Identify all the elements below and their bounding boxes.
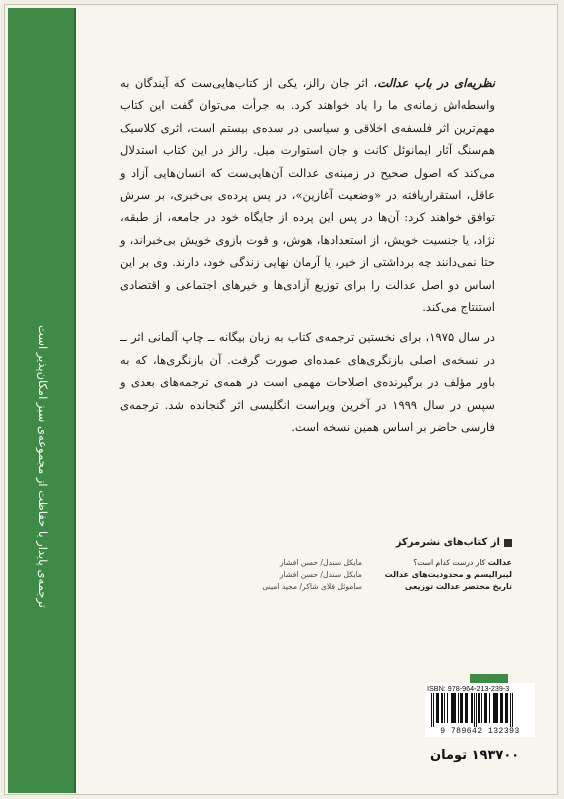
barcode-bar — [497, 693, 498, 723]
barcode-bar — [462, 693, 463, 723]
barcode-bar — [438, 693, 439, 723]
barcode-bar — [467, 693, 468, 723]
barcode-icon — [427, 693, 533, 727]
book-title: عدالت — [487, 557, 512, 567]
barcode-bar — [495, 693, 497, 723]
barcode-bar — [451, 693, 453, 723]
barcode-bar — [512, 693, 513, 727]
related-books-heading-text: از کتاب‌های نشرمرکز — [395, 537, 500, 548]
barcode-bar — [505, 693, 507, 723]
barcode-bar — [478, 693, 480, 723]
spine-notice: ترجمه‌ی پایدار با حفاظت از مجموعه‌ی سبز امکان‌پذیر است — [36, 325, 50, 608]
list-item — [152, 580, 512, 592]
barcode-bar — [444, 693, 445, 723]
book-subtitle: کار درست کدام است؟ — [413, 557, 488, 567]
barcode-bar — [493, 693, 495, 723]
barcode-bar — [489, 693, 490, 723]
barcode-number: 9 789642 132393 — [440, 727, 520, 736]
blurb-paragraph-2: در سال ۱۹۷۵، برای نخستین ترجمه‌ی کتاب به زبان بیگانه ــ چاپ آلمانی اثر ــ در نسخه‌ی اصلی بازنگری‌های عمده‌ای صورت گرفت. آن بازنگری‌ها، که به باور مؤلف در برگیرنده‌ی اصلاحات مهمی است در همه‌ی ترجمه‌های بعدی و سپس در سال ۱۹۹۹ در آخرین ویراست انگلیسی اثر گنجانده شد. ترجمه‌ی فارسی حاضر بر اساس همین نسخه است. — [120, 330, 495, 435]
related-books-list — [152, 556, 512, 592]
barcode-bar — [481, 693, 482, 723]
related-books-heading — [396, 537, 512, 548]
blurb-paragraph-1 — [120, 72, 495, 318]
barcode-bar — [471, 693, 473, 723]
price: ۱۹۳۷۰۰ تومان — [430, 748, 520, 763]
barcode-bar — [455, 693, 456, 723]
barcode-bar — [507, 693, 508, 723]
barcode-block — [425, 683, 535, 737]
book-title: تاریخ مختصر عدالت توزیعی — [404, 581, 512, 591]
barcode-bar — [453, 693, 455, 723]
green-spine-band — [8, 8, 74, 793]
barcode-bar — [460, 693, 462, 723]
barcode-bar — [433, 693, 434, 727]
barcode-bar — [458, 693, 459, 723]
barcode-bar — [447, 693, 448, 723]
blurb-paragraph-1-text: ، اثر جان رالز، یکی از کتاب‌هایی‌ست که آیندگان به واسطه‌اش زمانه‌ی ما را یاد خواهند کرد. به جرأت می‌توان گفت این کتاب مهم‌ترین اثر فلسفه‌ی اخلاقی و سیاسی در سده‌ی بیستم است، اثری کلاسیک هم‌سنگ آثار ایمانوئل کانت و جان استوارت میل. رالز در این کتاب استدلال می‌کند که اصول صحیح در زمینه‌ی عدالت آن‌هایی‌ست که انسان‌هایی آزاد و عاقل، استقراریافته در «وضعیت آغازین»، در پس پرده‌ی بی‌خبری، بر سرش توافق خواهند کرد: آن‌ها در پس این پرده از جایگاه خود در جامعه، از طبقه، نژاد، یا جنسیت خویش، از استعدادها، هوش، و قوت بازوی خویش بی‌خبراند، و حتا نمی‌دانند چه برداشتی از خیر، یا آرمان نهایی زندگی خود، دارند. وی بر این اساس دو اصل عدالت را برای توزیع آزادی‌ها و خیرهای اجتماعی و اقتصادی استنتاج می‌کند. — [120, 76, 495, 315]
barcode-bar — [436, 693, 438, 723]
barcode-bar — [431, 693, 432, 727]
barcode-bar — [502, 693, 503, 723]
barcode-bar — [474, 693, 475, 727]
list-item — [152, 556, 512, 568]
barcode-bar — [486, 693, 487, 723]
barcode-bar — [465, 693, 467, 723]
isbn-label: ISBN: 978-964-213-239-3 — [427, 684, 510, 693]
blurb-text — [120, 72, 495, 447]
book-title: لیبرالیسم و محدودیت‌های عدالت — [384, 569, 512, 579]
barcode-bar — [476, 693, 477, 727]
book-author: مایکل سندل/ حسن افشار — [279, 569, 362, 579]
barcode-bar — [510, 693, 511, 727]
barcode-bar — [484, 693, 486, 723]
book-title-lead: نظریه‌ای در باب عدالت — [377, 76, 495, 90]
barcode-bar — [441, 693, 443, 723]
barcode-bar — [500, 693, 502, 723]
square-bullet-icon — [504, 539, 512, 547]
book-author: ساموئل فلای شاکر/ مجید امینی — [262, 581, 362, 591]
book-author: مایکل سندل/ حسن افشار — [279, 557, 362, 567]
band-divider — [74, 8, 76, 793]
list-item — [152, 568, 512, 580]
